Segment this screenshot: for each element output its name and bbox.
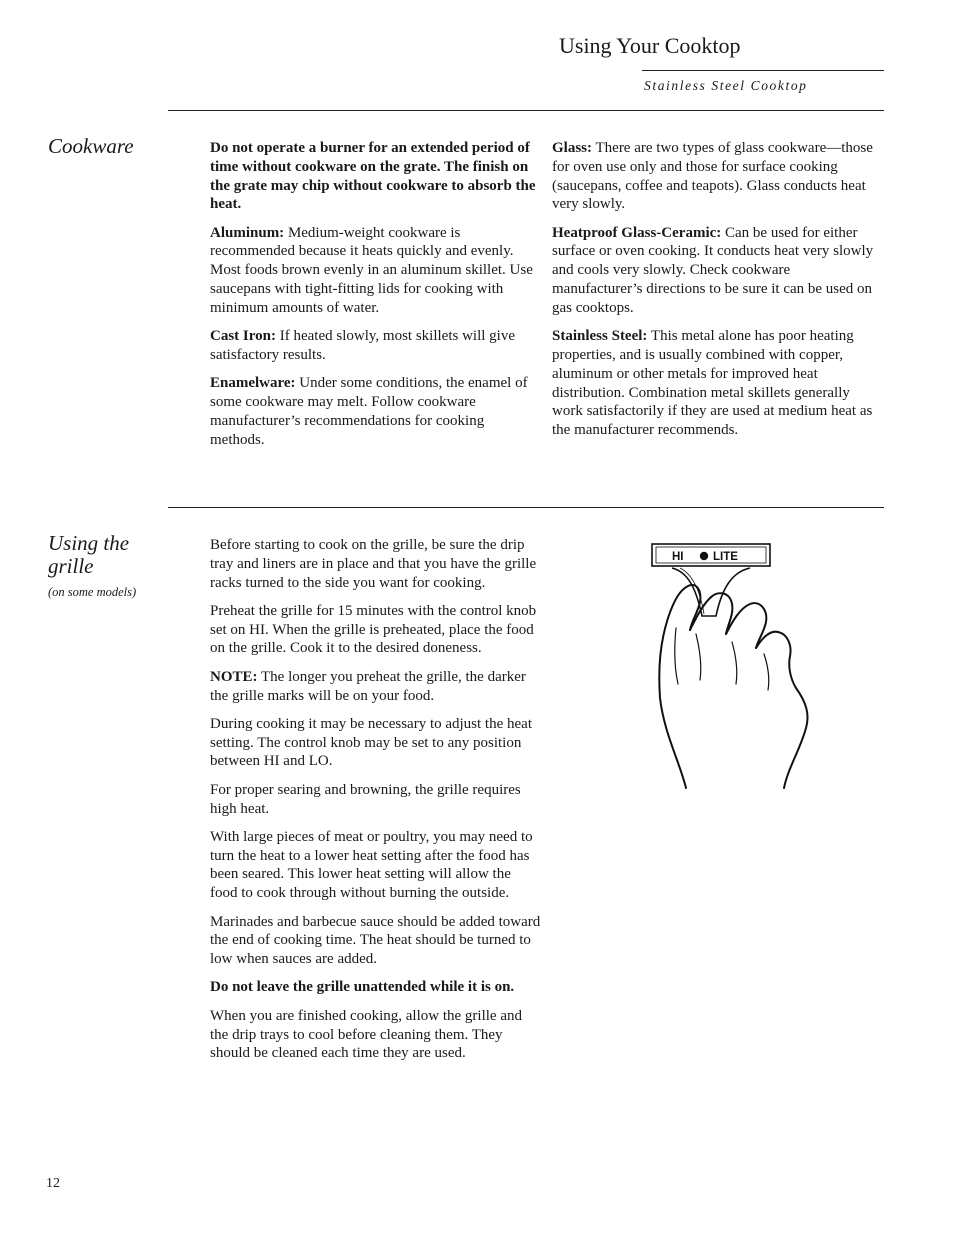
- hand-outline-left: [659, 585, 700, 788]
- knob-indicator-dot: [700, 552, 708, 560]
- grille-paragraph: For proper searing and browning, the grille requires high heat.: [210, 781, 521, 817]
- page-number: 12: [46, 1176, 60, 1191]
- page-header-subtitle: Stainless Steel Cooktop: [644, 78, 808, 93]
- grille-paragraph: Marinades and barbecue sauce should be added toward the end of cooking time. The heat should be turned to low when sauces are added.: [210, 913, 541, 968]
- cookware-column-left: [210, 139, 540, 459]
- knob-label-hi: HI: [672, 551, 684, 563]
- hand-crease: [732, 642, 737, 684]
- cookware-item-enamelware: Enamelware: Under some conditions, the enamel of some cookware may melt. Follow cookware manufacturer’s recommendations for cooking methods.: [210, 375, 528, 448]
- header-divider: [642, 70, 884, 71]
- grille-column: [210, 536, 542, 1073]
- hand-crease: [675, 628, 678, 684]
- cookware-warning: Do not operate a burner for an extended period of time without cookware on the grate. The finish on the grate may chip without cookware to absorb the heat.: [210, 140, 536, 213]
- section-divider-cookware: [168, 110, 884, 111]
- grille-paragraph: When you are finished cooking, allow the grille and the drip trays to cool before cleaning them. They should be cleaned each time they are used.: [210, 1007, 522, 1062]
- grille-paragraph: Preheat the grille for 15 minutes with the control knob set on HI. When the grille is preheated, place the food on the grille. Cook it to the desired doneness.: [210, 602, 537, 657]
- section-divider-grille: [168, 507, 884, 508]
- grille-paragraph: During cooking it may be necessary to adjust the heat setting. The control knob may be set to any position between HI and LO.: [210, 715, 532, 770]
- grille-note: NOTE: The longer you preheat the grille, the darker the grille marks will be on your food.: [210, 668, 526, 704]
- grille-warning: Do not leave the grille unattended while it is on.: [210, 979, 515, 996]
- hand-crease: [696, 634, 701, 680]
- section-title-grille: Using the grille: [48, 531, 130, 578]
- hand-turning-knob-illustration: [640, 538, 830, 793]
- page-header-title: Using Your Cooktop: [559, 33, 741, 58]
- knob-stem: [672, 568, 750, 616]
- cookware-item-glass-ceramic: Heatproof Glass-Ceramic: Can be used for either surface or oven cooking. It conducts heat very slowly and cools very slowly. Check cookware manufacturer’s directions to be sure it can be used on gas cooktops.: [552, 224, 874, 316]
- cookware-item-stainless-steel: Stainless Steel: This metal alone has poor heating properties, and is usually combined with copper, aluminum or other metals for improved heat distribution. Combination metal skillets generally work satisfactorily if they are used at medium heat as the manufacturer recommends.: [552, 328, 873, 439]
- grille-paragraph: With large pieces of meat or poultry, you may need to turn the heat to a lower heat setting after the food has been seared. This lower heat setting will allow the food to cook through without burning the outside.: [210, 828, 533, 902]
- section-title-cookware: Cookware: [48, 134, 134, 158]
- knob-label-lite: LITE: [713, 551, 738, 563]
- grille-paragraph: Before starting to cook on the grille, be sure the drip tray and liners are in place and that you have the grille racks turned to the side you want for cooking.: [210, 537, 537, 591]
- hand-crease: [764, 654, 769, 690]
- cookware-column-right: [552, 139, 882, 449]
- cookware-item-aluminum: Aluminum: Medium-weight cookware is recommended because it heats quickly and evenly. Most foods brown evenly in an aluminum skillet. Use saucepans with tight-fitting lids for cooking with minimum amounts of water.: [210, 224, 533, 316]
- hand-outline-right: [756, 632, 808, 788]
- section-subtitle-grille: (on some models): [48, 585, 137, 599]
- cookware-item-cast-iron: Cast Iron: If heated slowly, most skillets will give satisfactory results.: [210, 328, 515, 363]
- cookware-item-glass: Glass: There are two types of glass cookware—those for oven use only and those for surface cooking (saucepans, coffee and teapots). Glass conducts heat very slowly.: [552, 140, 873, 213]
